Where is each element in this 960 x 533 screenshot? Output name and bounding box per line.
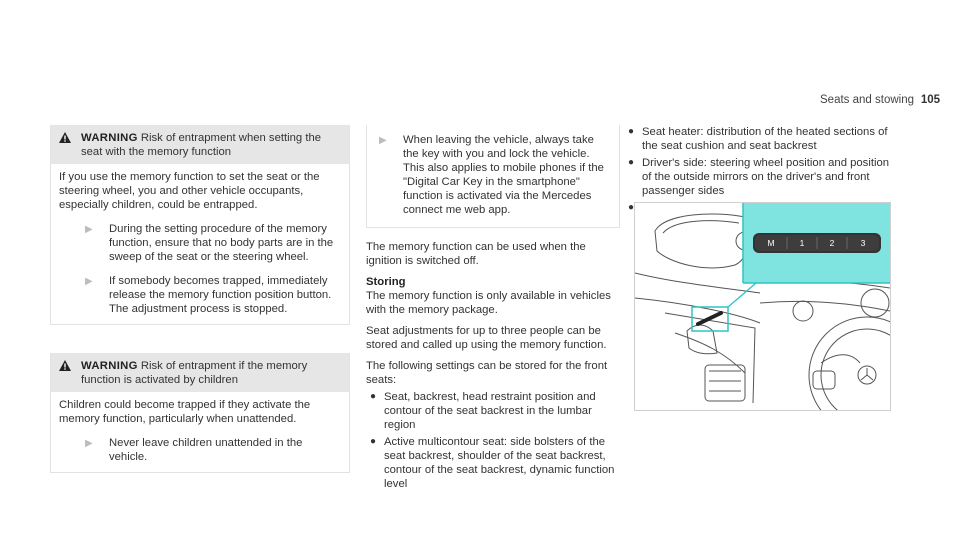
paragraph: The memory function can be used when the ignition is switched off. (366, 241, 586, 267)
settings-list (366, 390, 620, 491)
list-item: ● (628, 202, 635, 213)
paragraph: The memory function is only available in vehicles with the memory package. (366, 290, 611, 316)
info-box (366, 125, 620, 228)
list-item: ● Seat heater: distribution of the heated sections of the seat cushion and seat backrest (628, 126, 888, 152)
page-number: 105 (920, 94, 940, 106)
warning-body: Children could become trapped if they activate the memory function, particularly when unattended. (59, 399, 311, 425)
warning-box-children (50, 353, 350, 473)
warning-label: WARNING (81, 132, 138, 144)
warning-header (51, 353, 349, 392)
arrow-icon: ▶ (85, 276, 93, 287)
memory-button-2: 2 (829, 238, 835, 248)
door-panel-illustration (634, 202, 891, 411)
subheading-storing: Storing (366, 276, 406, 288)
warning-triangle-icon (59, 359, 81, 387)
action-step: ▶ During the setting procedure of the memory function, ensure that no body parts are in the sweep of the seat or the steering wheel. (85, 223, 334, 263)
arrow-icon: ▶ (85, 438, 93, 449)
paragraph: Seat adjustments for up to three people can be stored and called up using the memory function. (366, 325, 607, 351)
warning-box-memory (50, 125, 350, 325)
warning-body: If you use the memory function to set the seat or the steering wheel, you and other vehicle occupants, especially children, could be entrapped. (59, 171, 320, 211)
section-title: Seats and stowing (820, 94, 914, 106)
action-step: ▶ When leaving the vehicle, always take the key with you and lock the vehicle. This also applies to mobile phones if the "Digital Car Key in the smartphone" function is activated via the Mercedes connect me web app. (379, 134, 604, 216)
list-item: ● Seat, backrest, head restraint position and contour of the seat backrest in the lumbar region (370, 391, 596, 431)
arrow-icon: ▶ (85, 224, 93, 235)
action-step: ▶ If somebody becomes trapped, immediately release the memory function position button. The adjustment process is stopped. (85, 275, 332, 315)
warning-title: Risk of entrapment when setting the seat with the memory function (81, 132, 322, 158)
arrow-icon: ▶ (379, 135, 387, 146)
warning-header (51, 125, 349, 164)
memory-button-m: M (767, 238, 775, 248)
column-middle (366, 125, 620, 494)
warning-title: Risk of entrapment if the memory function is activated by children (81, 360, 308, 386)
action-step: ▶ Never leave children unattended in the vehicle. (85, 437, 303, 463)
list-item: ● Active multicontour seat: side bolsters of the seat backrest, shoulder of the seat backrest, contour of the seat backrest, dynamic function level (370, 436, 615, 490)
paragraph: The following settings can be stored for the front seats: (366, 360, 608, 386)
memory-button-1: 1 (799, 238, 805, 248)
warning-label: WARNING (81, 360, 138, 372)
door-panel-drawing (635, 203, 890, 410)
callout-connector (728, 283, 756, 307)
memory-button-3: 3 (860, 238, 866, 248)
list-item: ● Driver's side: steering wheel position and position of the outside mirrors on the driver's and front passenger sides (628, 157, 890, 197)
column-left (50, 125, 350, 473)
memory-button-strip (698, 313, 721, 324)
warning-triangle-icon (59, 131, 81, 159)
